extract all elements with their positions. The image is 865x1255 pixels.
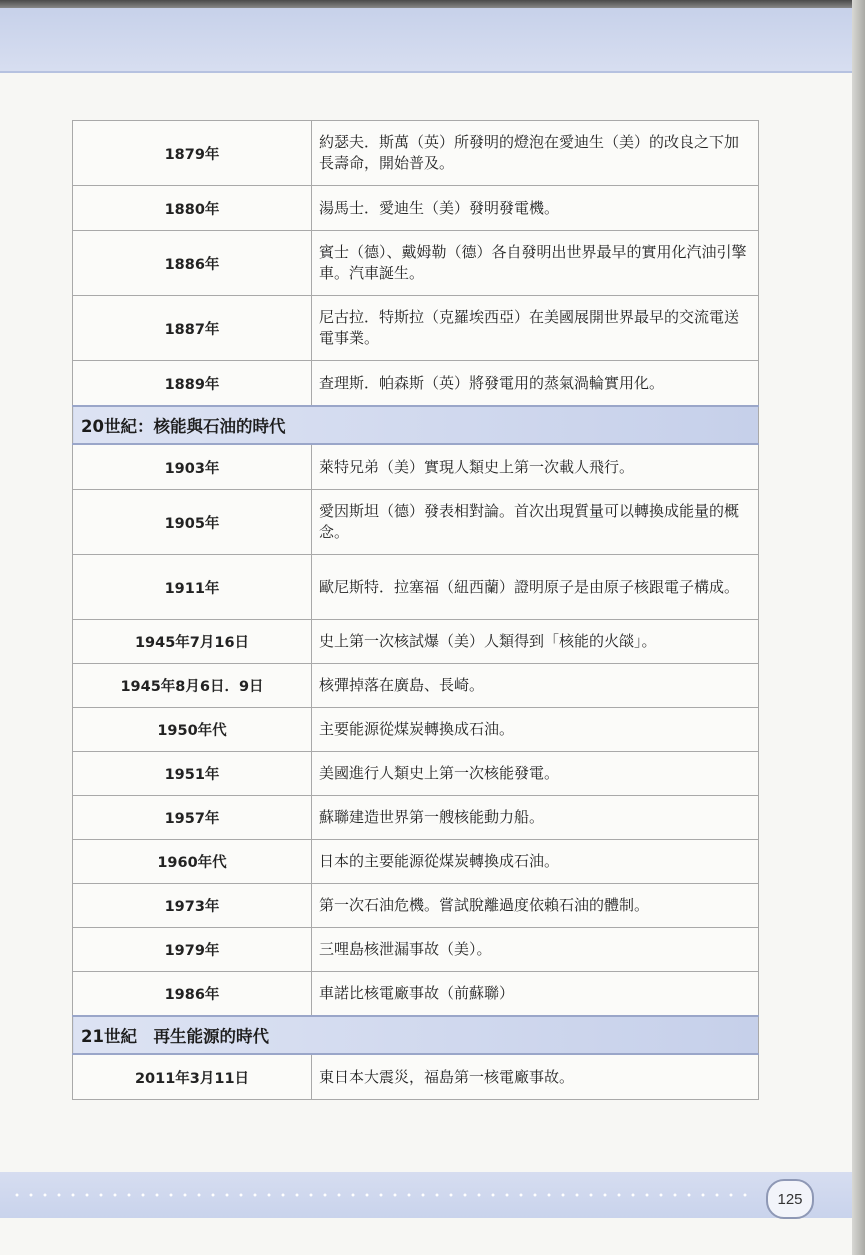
year-cell: 1973年 — [73, 884, 312, 928]
table-row — [73, 796, 759, 840]
year-cell: 1960年代 — [73, 840, 312, 884]
event-cell: 萊特兄弟（美）實現人類史上第一次載人飛行。 — [312, 444, 759, 490]
timeline-table — [72, 120, 759, 1100]
year-cell: 1879年 — [73, 121, 312, 186]
event-cell: 歐尼斯特．拉塞福（紐西蘭）證明原子是由原子核跟電子構成。 — [312, 555, 759, 620]
book-spine — [852, 0, 865, 1255]
year-cell: 1957年 — [73, 796, 312, 840]
year-cell: 1886年 — [73, 231, 312, 296]
event-cell: 第一次石油危機。嘗試脫離過度依賴石油的體制。 — [312, 884, 759, 928]
year-cell: 1905年 — [73, 490, 312, 555]
year-cell: 1911年 — [73, 555, 312, 620]
timeline-table-container — [72, 120, 759, 1100]
section-header-row — [73, 1016, 759, 1054]
event-cell: 尼古拉．特斯拉（克羅埃西亞）在美國展開世界最早的交流電送電事業。 — [312, 296, 759, 361]
table-row — [73, 620, 759, 664]
table-row — [73, 186, 759, 231]
table-row — [73, 121, 759, 186]
table-row — [73, 972, 759, 1017]
event-cell: 美國進行人類史上第一次核能發電。 — [312, 752, 759, 796]
event-cell: 日本的主要能源從煤炭轉換成石油。 — [312, 840, 759, 884]
table-row — [73, 840, 759, 884]
year-cell: 1950年代 — [73, 708, 312, 752]
table-row — [73, 361, 759, 407]
year-cell: 1945年8月6日．9日 — [73, 664, 312, 708]
year-cell: 1903年 — [73, 444, 312, 490]
year-cell: 1887年 — [73, 296, 312, 361]
footer-dot-line — [10, 1193, 755, 1197]
event-cell: 核彈掉落在廣島、長崎。 — [312, 664, 759, 708]
event-cell: 主要能源從煤炭轉換成石油。 — [312, 708, 759, 752]
year-cell: 2011年3月11日 — [73, 1054, 312, 1100]
event-cell: 湯馬士．愛迪生（美）發明發電機。 — [312, 186, 759, 231]
table-row — [73, 884, 759, 928]
event-cell: 東日本大震災，福島第一核電廠事故。 — [312, 1054, 759, 1100]
section-header-row — [73, 406, 759, 444]
table-row — [73, 490, 759, 555]
event-cell: 車諾比核電廠事故（前蘇聯） — [312, 972, 759, 1017]
table-row — [73, 664, 759, 708]
event-cell: 蘇聯建造世界第一艘核能動力船。 — [312, 796, 759, 840]
year-cell: 1880年 — [73, 186, 312, 231]
year-cell: 1979年 — [73, 928, 312, 972]
table-row — [73, 1054, 759, 1100]
year-cell: 1986年 — [73, 972, 312, 1017]
event-cell: 賓士（德）、戴姆勒（德）各自發明出世界最早的實用化汽油引擎車。汽車誕生。 — [312, 231, 759, 296]
event-cell: 三哩島核泄漏事故（美）。 — [312, 928, 759, 972]
year-cell: 1889年 — [73, 361, 312, 407]
table-row — [73, 752, 759, 796]
section-title: 20世紀：核能與石油的時代 — [73, 406, 759, 444]
header-band — [0, 8, 852, 73]
table-row — [73, 708, 759, 752]
table-row — [73, 296, 759, 361]
table-row — [73, 444, 759, 490]
section-title: 21世紀 再生能源的時代 — [73, 1016, 759, 1054]
event-cell: 查理斯．帕森斯（英）將發電用的蒸氣渦輪實用化。 — [312, 361, 759, 407]
event-cell: 史上第一次核試爆（美）人類得到「核能的火燄」。 — [312, 620, 759, 664]
page-number: 125 — [766, 1179, 814, 1219]
table-row — [73, 231, 759, 296]
year-cell: 1951年 — [73, 752, 312, 796]
table-row — [73, 555, 759, 620]
event-cell: 約瑟夫．斯萬（英）所發明的燈泡在愛迪生（美）的改良之下加長壽命，開始普及。 — [312, 121, 759, 186]
event-cell: 愛因斯坦（德）發表相對論。首次出現質量可以轉換成能量的概念。 — [312, 490, 759, 555]
year-cell: 1945年7月16日 — [73, 620, 312, 664]
table-row — [73, 928, 759, 972]
